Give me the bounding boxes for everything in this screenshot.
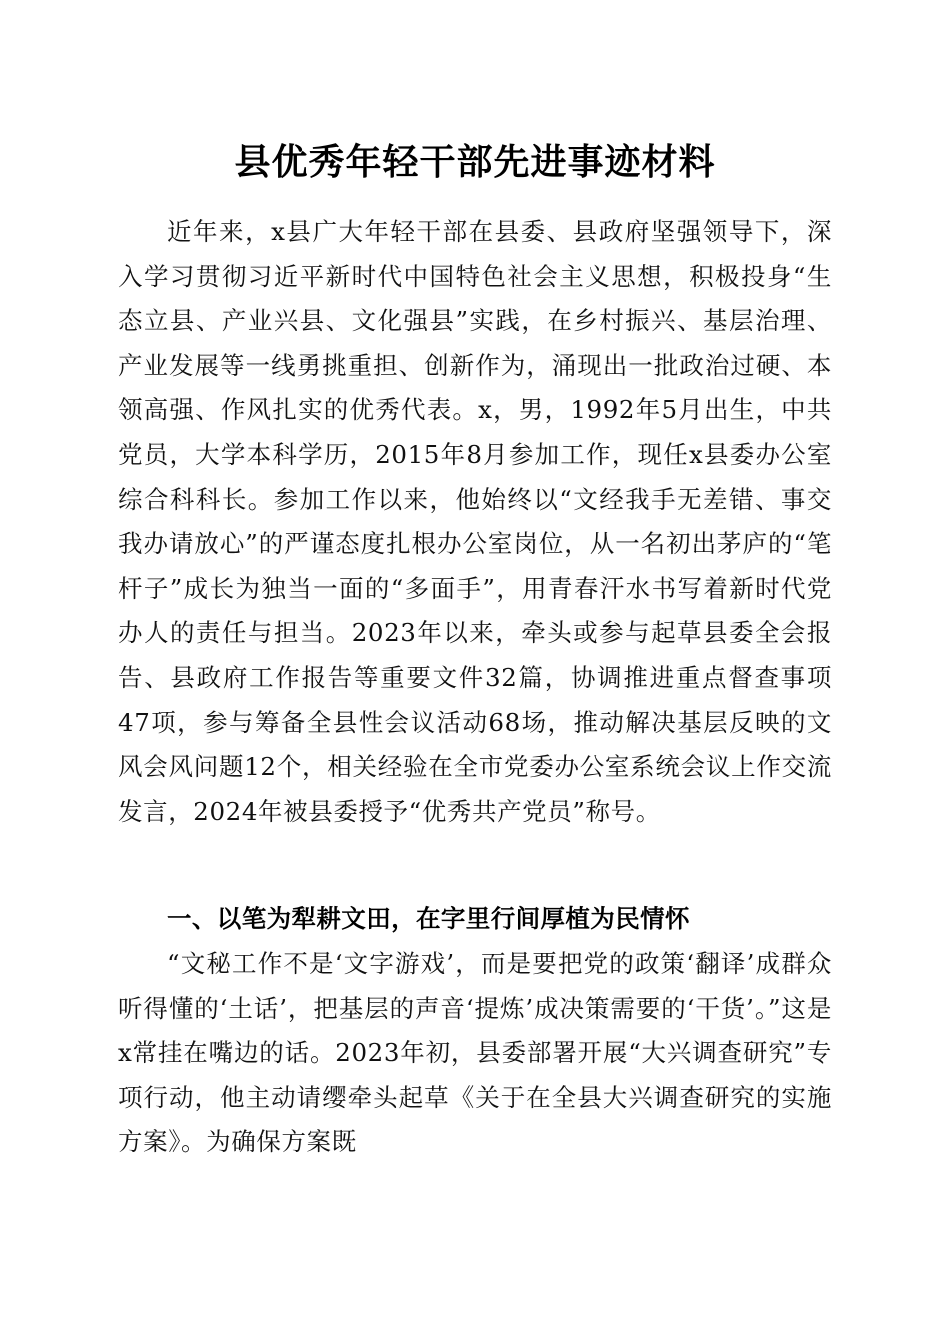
section-paragraph: “文秘工作不是‘文字游戏’，而是要把党的政策‘翻译’成群众听得懂的‘土话’，把基层的声音‘提炼’成决策需要的‘干货’。”这是x常挂在嘴边的话。2023年初，县委部署开展“大兴调查研究”专项行动，他主动请缨牵头起草《关于在全县大兴调查研究的实施方案》。为确保方案既	[118, 949, 832, 1157]
section-heading: 一、以笔为犁耕文田，在字里行间厚植为民情怀	[167, 904, 690, 933]
document-title: 县优秀年轻干部先进事迹材料	[234, 141, 716, 183]
intro-paragraph: 近年来，x县广大年轻干部在县委、县政府坚强领导下，深入学习贯彻习近平新时代中国特色社会主义思想，积极投身“生态立县、产业兴县、文化强县”实践，在乡村振兴、基层治理、产业发展等一线勇挑重担、创新作为，涌现出一批政治过硬、本领高强、作风扎实的优秀代表。x，男，1992年5月出生，中共党员，大学本科学历，2015年8月参加工作，现任x县委办公室综合科科长。参加工作以来，他始终以“文经我手无差错、事交我办请放心”的严谨态度扎根办公室岗位，从一名初出茅庐的“笔杆子”成长为独当一面的“多面手”，用青春汗水书写着新时代党办人的责任与担当。2023年以来，牵头或参与起草县委全会报告、县政府工作报告等重要文件32篇，协调推进重点督查事项47项，参与筹备全县性会议活动68场，推动解决基层反映的文风会风问题12个，相关经验在全市党委办公室系统会议上作交流发言，2024年被县委授予“优秀共产党员”称号。	[118, 217, 832, 826]
